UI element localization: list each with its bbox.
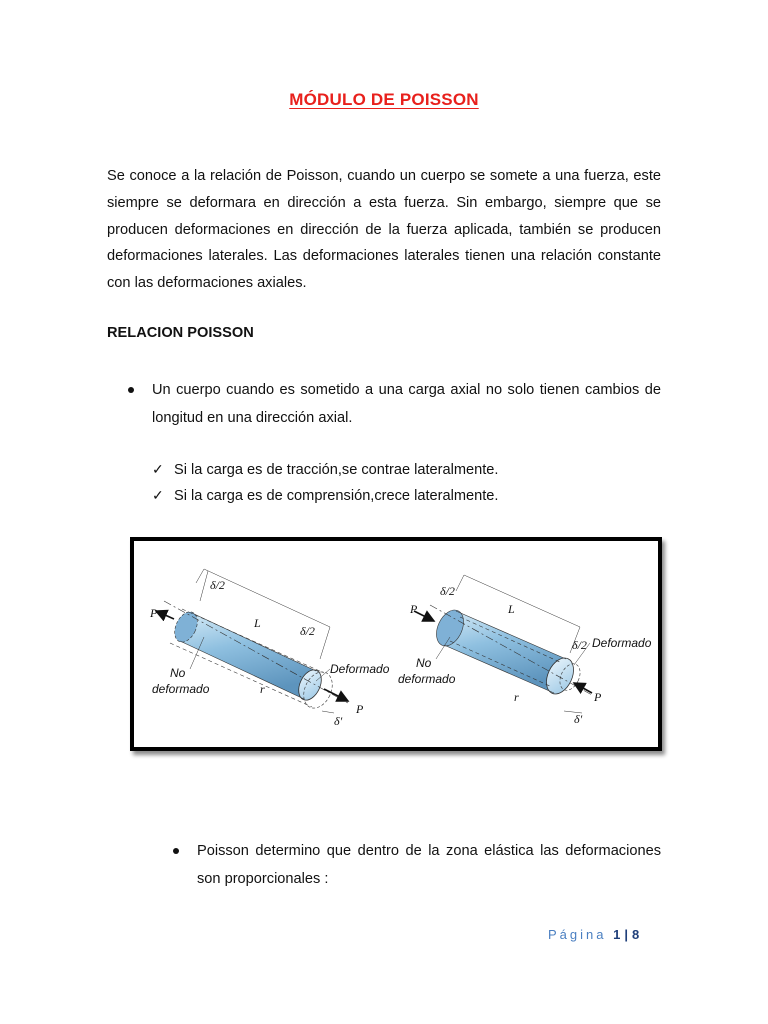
- bullet-text: Poisson determino que dentro de la zona elástica las deformaciones son proporcionales :: [197, 843, 661, 887]
- left-length-label: L: [254, 616, 261, 630]
- poisson-figure: [130, 537, 662, 751]
- bullet-item: [152, 376, 661, 432]
- right-length-label: L: [508, 602, 515, 616]
- left-deformed-label: Deformado: [330, 662, 390, 676]
- footer-page-number: 1: [613, 927, 621, 942]
- page-title: MÓDULO DE POISSON: [289, 90, 479, 109]
- right-delta-prime: δ′: [574, 712, 583, 726]
- bullet-item: [197, 837, 661, 893]
- checkmark-icon: ✓: [152, 487, 164, 503]
- check-text: Si la carga es de tracción,se contrae lateralmente.: [174, 462, 499, 478]
- left-half-delta-top: δ/2: [210, 578, 225, 592]
- left-force-right-label: P: [356, 702, 364, 716]
- left-undeformed-label-2: deformado: [152, 682, 210, 696]
- check-item: [152, 461, 499, 478]
- bullet-dot-icon: [128, 387, 134, 393]
- left-undeformed-label-1: No: [170, 666, 186, 680]
- right-force-right-label: P: [594, 690, 602, 704]
- right-half-delta-top: δ/2: [440, 584, 455, 598]
- checkmark-icon: ✓: [152, 461, 164, 477]
- footer-label: Página: [548, 927, 607, 942]
- section-heading: RELACION POISSON: [107, 325, 254, 341]
- footer-total-pages: 8: [631, 927, 640, 942]
- right-undeformed-label-1: No: [416, 656, 432, 670]
- check-text: Si la carga es de comprensión,crece lateralmente.: [174, 488, 499, 504]
- left-radius-label: r: [260, 682, 265, 696]
- bullet-text: Un cuerpo cuando es sometido a una carga axial no solo tienen cambios de longitud en una dirección axial.: [152, 382, 661, 426]
- right-force-label: P: [410, 602, 418, 616]
- footer-separator: |: [624, 927, 628, 942]
- left-force-label: P: [150, 606, 158, 620]
- page-footer: [548, 927, 639, 942]
- right-undeformed-label-2: deformado: [398, 672, 456, 686]
- left-half-delta-right: δ/2: [300, 624, 315, 638]
- bullet-dot-icon: [173, 848, 179, 854]
- right-half-delta-right: δ/2: [572, 638, 587, 652]
- right-deformed-label: Deformado: [592, 636, 652, 650]
- check-item: [152, 487, 499, 504]
- right-radius-label: r: [514, 690, 519, 704]
- left-delta-prime: δ′: [334, 714, 343, 728]
- cylinders-diagram: [134, 541, 658, 747]
- intro-paragraph: Se conoce a la relación de Poisson, cuando un cuerpo se somete a una fuerza, este siempre se deformara en dirección a esta fuerza. Sin embargo, siempre que se producen deformaciones en dirección de la fuerza aplicada, también se producen deformaciones laterales. Las deformaciones laterales tienen una relación constante con las deformaciones axiales.: [107, 168, 661, 292]
